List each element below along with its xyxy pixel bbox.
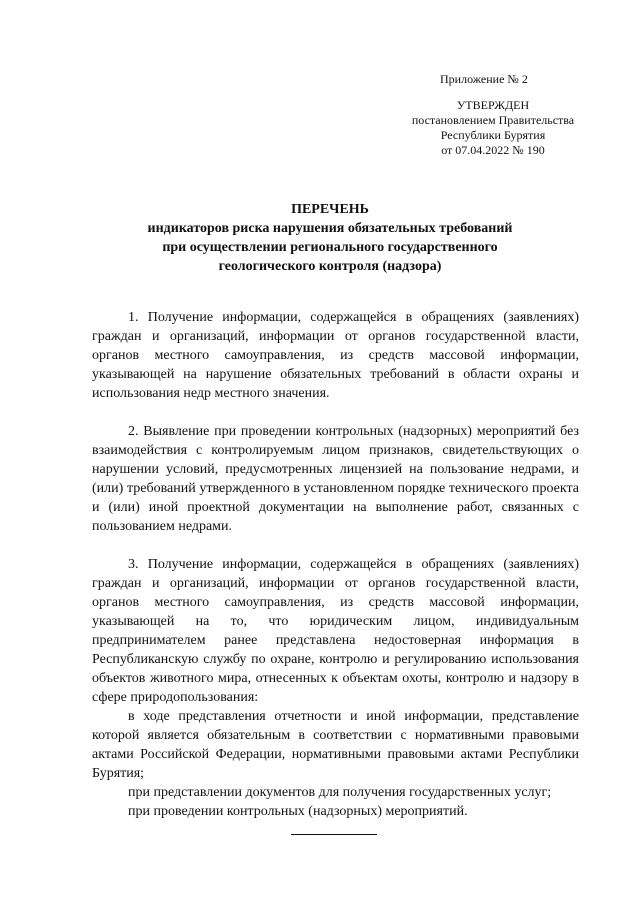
indicator-subitem-2: при представлении документов для получения государственных услуг; — [128, 785, 552, 800]
title-line-2: индикаторов риска нарушения обязательных требований — [147, 221, 513, 236]
approval-date-number: от 07.04.2022 № 190 — [441, 143, 545, 157]
title-line-1: ПЕРЕЧЕНЬ — [291, 202, 369, 217]
indicator-item-2: 2. Выявление при проведении контрольных (надзорных) мероприятий без взаимодействия с контролируемым лицом признаков, свидетельствующих о нарушении условий, предусмотренных лицензией на пользование недрами, и (или) требований утвержденного в установленном порядке технического проекта и (или) иной проектной документации на выполнение работ, связанных с пользованием недрами. — [92, 424, 579, 534]
title-line-4: геологического контроля (надзора) — [218, 259, 442, 274]
indicator-item-1: 1. Получение информации, содержащейся в обращениях (заявлениях) граждан и организаций, информации от органов государственной власти, органов местного самоуправления, из средств массовой информации, указывающей на нарушение обязательных требований в области охраны и использования недр местного значения. — [92, 310, 579, 401]
document-title — [110, 200, 550, 276]
indicator-subitem-3: при проведении контрольных (надзорных) мероприятий. — [128, 804, 468, 819]
approval-heading: УТВЕРЖДЕН — [456, 98, 530, 112]
appendix-number: Приложение № 2 — [440, 72, 528, 86]
closing-rule — [291, 834, 377, 835]
paragraph-gap — [92, 403, 579, 422]
approval-authority: постановлением Правительства — [411, 113, 575, 127]
paragraph-gap — [92, 536, 579, 555]
title-line-3: при осуществлении регионального государственного — [162, 240, 498, 255]
approval-stamp — [390, 98, 596, 158]
indicator-item-3: 3. Получение информации, содержащейся в обращениях (заявлениях) граждан и организаций, информации от органов государственной власти, органов местного самоуправления, из средств массовой информации, указывающей на то, что юридическим лицом, индивидуальным предпринимателем ранее представлена недостоверная информация в Республиканскую службу по охране, контролю и регулированию использования объектов животного мира, отнесенных к объектам охоты, контролю и надзору в сфере природопользования: — [92, 557, 579, 705]
document-body — [92, 308, 579, 821]
indicator-subitem-1: в ходе представления отчетности и иной информации, представление которой является обязательным в соответствии с нормативными правовыми актами Российской Федерации, нормативными правовыми актами Республики Бурятия; — [92, 709, 579, 781]
approval-region: Республики Бурятия — [440, 128, 546, 142]
